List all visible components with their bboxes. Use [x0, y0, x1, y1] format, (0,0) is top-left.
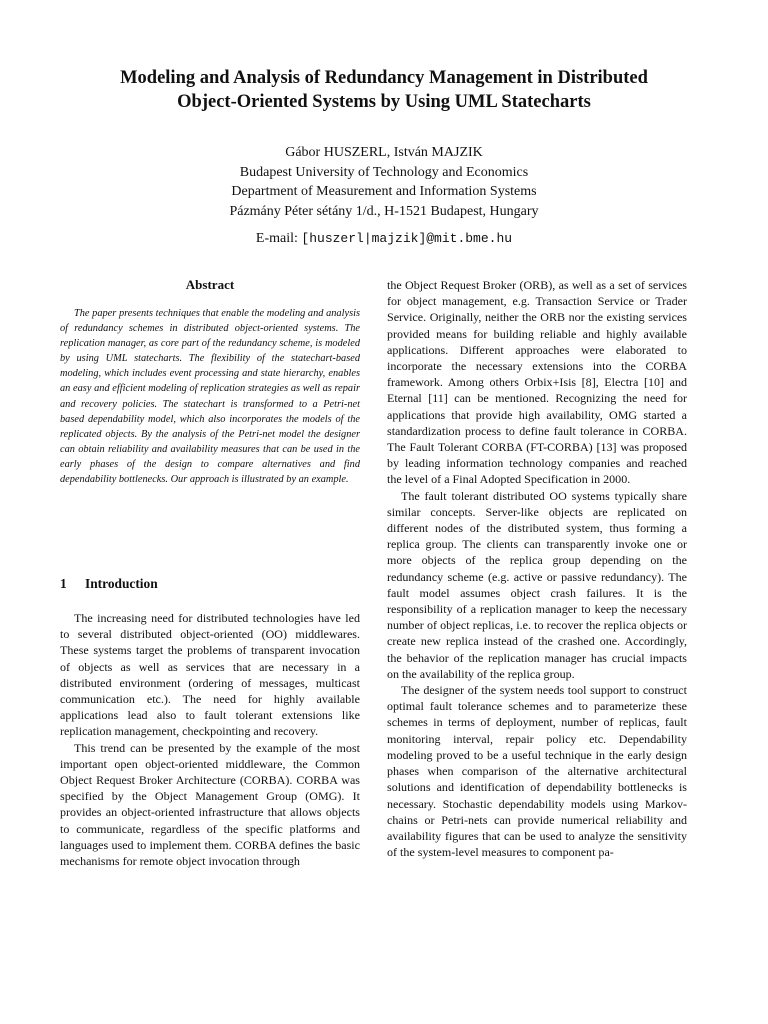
section-number: 1	[60, 576, 67, 591]
author-block	[60, 143, 708, 221]
introduction-body	[60, 610, 360, 869]
paper-title	[60, 66, 708, 114]
section-heading-introduction	[60, 575, 360, 593]
body-paragraph: The designer of the system needs tool support to construct optimal fault tolerance schemes and to parameterize these schemes in terms of deployment, number of replicas, fault monitoring interval, repair policy etc. Dependability modeling proved to be a useful technique in the early design phases when comparison of the alternative architectural solutions and identification of dependability bottlenecks is necessary. Stochastic dependability models using Markov-chains or Petri-nets can provide numerical reliability and availability figures that can be used to analyze the sensitivity of the system-level measures to component pa-	[387, 683, 687, 860]
email-line	[60, 229, 708, 249]
body-paragraph: the Object Request Broker (ORB), as well as a set of services for object management, e.g. Transaction Service or Trader Service. Originally, neither the ORB nor the existing services provided means for building reliable and highly available applications. Different approaches were elaborated to incorporate the necessary extensions into the CORBA framework. Among others Orbix+Isis [8], Electra [10] and Eternal [11] can be mentioned. Recognizing the need for applications that provide high availability, OMG started a standardization process to define fault tolerance in CORBA. The Fault Tolerant CORBA (FT-CORBA) [13] was proposed by leading information technology companies and reached the level of a Final Adopted Specification in 2000.	[387, 278, 687, 487]
affiliation-university: Budapest University of Technology and Economics	[239, 164, 529, 180]
title-line-2: Object-Oriented Systems by Using UML Statecharts	[177, 92, 591, 112]
section-title: Introduction	[85, 576, 158, 591]
author-address: Pázmány Péter sétány 1/d., H-1521 Budapest, Hungary	[229, 203, 539, 219]
body-paragraph: The fault tolerant distributed OO systems typically share similar concepts. Server-like objects are replicated on different nodes of the distributed system, thus forming a replica group. The clients can transparently invoke one or more objects of the replica group depending on the redundancy scheme (e.g. active or passive redundancy). The fault model assumes object crash failures. It is the responsibility of a replication manager to keep the necessary number of object replicas, i.e. to recover the replica objects or create new replica instead of the crashed one. Accordingly, the behavior of the replication manager has crucial impacts on the availability of the replica group.	[387, 488, 687, 681]
email-label: E-mail:	[255, 231, 298, 246]
body-paragraph: The increasing need for distributed technologies have led to several distributed object-oriented (OO) middlewares. These systems target the problems of transparent invocation of objects as well as services that are necessary in a distributed environment (ordering of messages, multicast communication etc.). The need for highly available applications lead also to fault tolerant extensions like replication management, checkpointing and recovery.	[60, 611, 360, 739]
body-paragraph: This trend can be presented by the example of the most important open object-oriented middleware, the Common Object Request Broker Architecture (CORBA). CORBA was specified by the Object Management Group (OMG). It provides an object-oriented infrastructure that allows objects to communicate, regardless of the specific platforms and languages used to implement them. CORBA defines the basic mechanisms for remote object invocation through	[60, 740, 360, 869]
affiliation-department: Department of Measurement and Information Systems	[231, 184, 537, 199]
email-address: [huszerl|majzik]@mit.bme.hu	[301, 231, 513, 246]
right-column	[387, 277, 687, 860]
title-line-1: Modeling and Analysis of Redundancy Management in Distributed	[120, 68, 648, 88]
abstract-heading: Abstract	[185, 277, 235, 292]
abstract-text: The paper presents techniques that enable the modeling and analysis of redundancy schemes in distributed object-oriented systems. The replication manager, as core part of the redundancy scheme, is modeled by using UML statecharts. The flexibility of the statechart-based modeling, which includes event processing and state hierarchy, enables an easy and efficient modeling of replication strategies as well as repair and recovery policies. The statechart is transformed to a Petri-net based dependability model, which also incorporates the models of the replicated objects. By the analysis of the Petri-net model the designer can obtain reliability and availability measures that can be used in the early phases of the design to compare alternatives and find dependability bottlenecks. Our approach is illustrated by an example.	[60, 308, 360, 486]
author-names: Gábor HUSZERL, István MAJZIK	[285, 145, 483, 160]
